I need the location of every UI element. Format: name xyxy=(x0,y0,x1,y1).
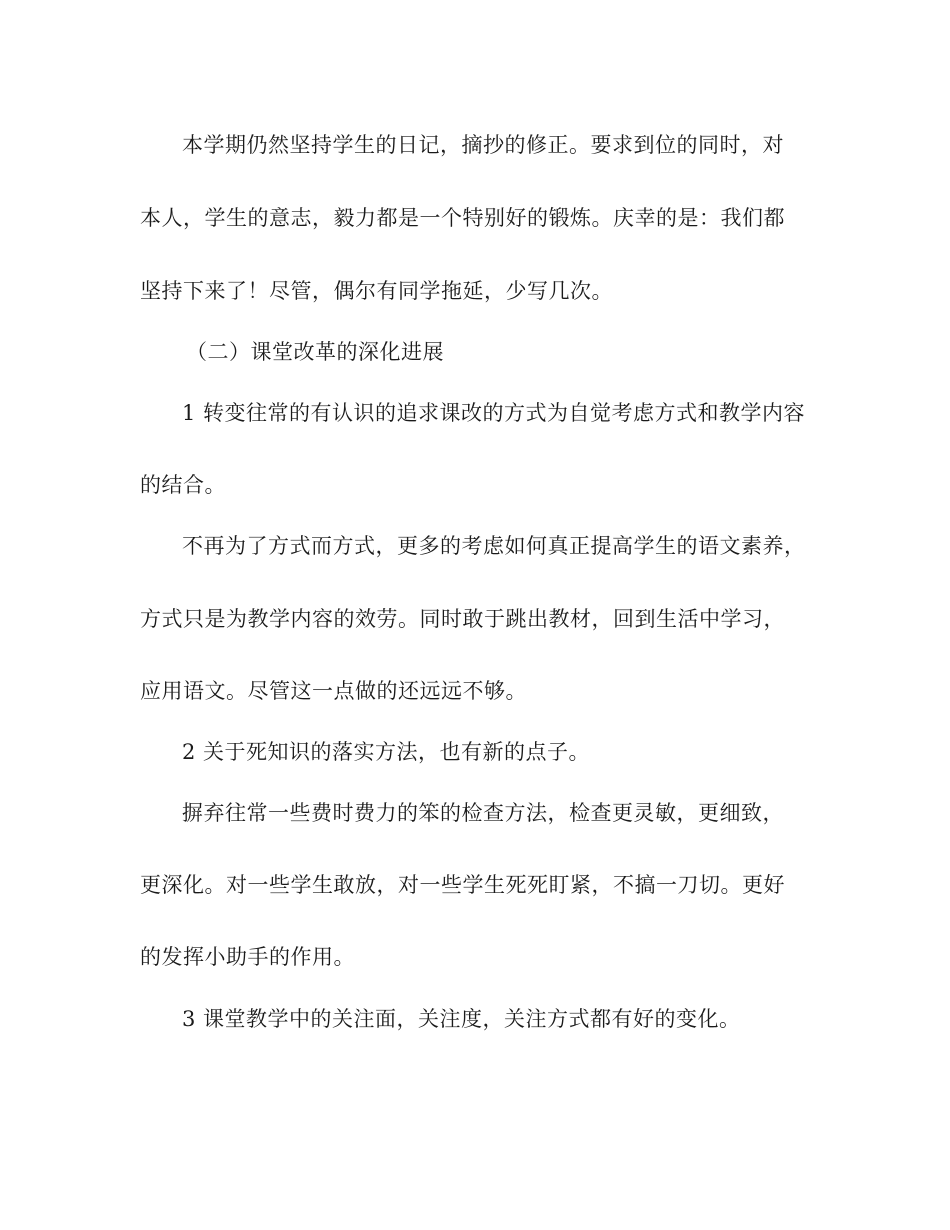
paragraph-line-6: 应用语文。尽管这一点做的还远远不够。 xyxy=(140,679,527,703)
section-heading: （二）课堂改革的深化进展 xyxy=(186,340,444,364)
list-item-1-line-1: 1 转变往常的有认识的追求课改的方式为自觉考虑方式和教学内容 xyxy=(182,401,806,425)
paragraph-line-1: 本学期仍然坚持学生的日记，摘抄的修正。要求到位的同时，对 xyxy=(182,133,784,157)
list-item-2: 2 关于死知识的落实方法，也有新的点子。 xyxy=(182,740,591,764)
paragraph-line-3: 坚持下来了！尽管，偶尔有同学拖延，少写几次。 xyxy=(140,279,613,303)
list-item-1-line-2: 的结合。 xyxy=(140,473,226,497)
paragraph-line-4: 不再为了方式而方式，更多的考虑如何真正提高学生的语文素养， xyxy=(182,534,806,558)
paragraph-line-8: 更深化。对一些学生敢放，对一些学生死死盯紧，不搞一刀切。更好 xyxy=(140,873,785,897)
paragraph-line-9: 的发挥小助手的作用。 xyxy=(140,945,355,969)
paragraph-line-5: 方式只是为教学内容的效劳。同时敢于跳出教材，回到生活中学习， xyxy=(140,607,785,631)
list-item-3: 3 课堂教学中的关注面，关注度，关注方式都有好的变化。 xyxy=(182,1007,741,1031)
paragraph-line-7: 摒弃往常一些费时费力的笨的检查方法，检查更灵敏，更细致， xyxy=(182,801,784,825)
paragraph-line-2: 本人，学生的意志，毅力都是一个特别好的锻炼。庆幸的是：我们都 xyxy=(140,206,785,230)
